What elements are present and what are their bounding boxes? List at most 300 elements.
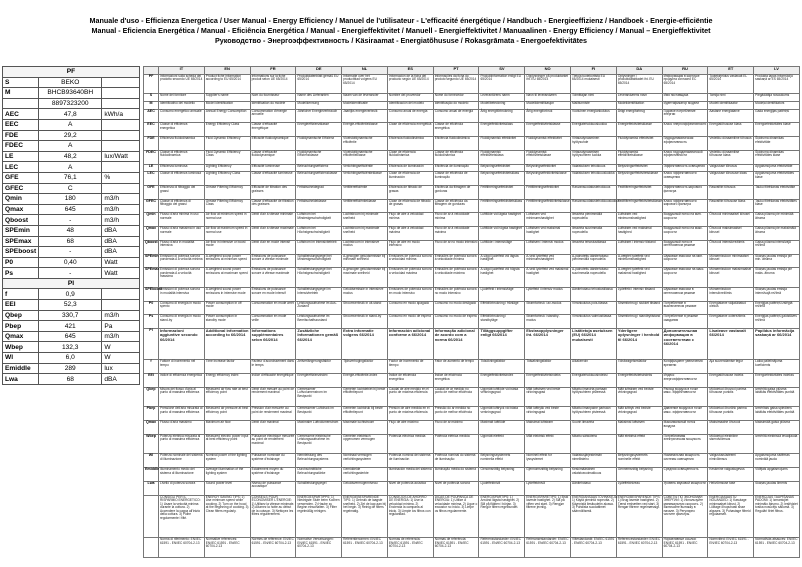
- translation-cell: Energieeffizienzindex: [296, 373, 342, 387]
- row-code: PI: [144, 329, 159, 360]
- translation-cell: Luftstrom bei Höchstgeschwindigkeit: [296, 227, 342, 241]
- translation-cell: Vloeistofdynamische efficiëntie: [342, 137, 388, 151]
- translation-cell: Efficacité de filtration des graisses: [250, 185, 296, 199]
- translation-row: [144, 74, 800, 94]
- translation-cell: Индекс энергоэффективности: [662, 373, 708, 387]
- translation-cell: Målt lufttrykk ved beste virkningsgrad: [525, 407, 571, 421]
- translation-cell: Mallitunniste: [571, 102, 617, 110]
- translation-cell: Energiatehokkuusluokka: [571, 123, 617, 137]
- param-unit: dBA: [102, 247, 140, 258]
- translation-cell: Класс эффективности освещения: [662, 172, 708, 186]
- translation-cell: Tidsøkningsfaktor: [525, 360, 571, 374]
- value-row: [3, 204, 140, 215]
- translation-cell: Maksimaalne õhuvool: [708, 421, 754, 435]
- translation-cell: Šķidruma dinamikas efektivitātes klase: [754, 150, 800, 164]
- translation-cell: Skaņas jaudas līmenis: [754, 481, 800, 495]
- translation-cell: Nominaal vermogen verlichtingssysteem: [342, 454, 388, 468]
- translation-cell: Fettfiltreringseffektivitet: [525, 185, 571, 199]
- translation-cell: Modeļa identifikators: [754, 102, 800, 110]
- translation-cell: Modellbeteckning: [479, 102, 525, 110]
- translation-cell: Belysningseffektivitetsklasse: [525, 172, 571, 186]
- translation-cell: Eficiencia fluidodinámica: [387, 137, 433, 151]
- translation-cell: Stroomverbruik in stand-by: [342, 315, 388, 329]
- translation-cell: Émissions de puissance sonore à vitesse minimale: [250, 254, 296, 268]
- param-unit: [102, 77, 140, 88]
- translation-row: [144, 387, 800, 407]
- translation-cell: Номинальная мощность системы освещения: [662, 454, 708, 468]
- row-code: P0: [144, 301, 159, 315]
- translation-cell: Iluminação média do sistema: [433, 468, 479, 482]
- translation-cell: Informations sur la fiche produit selon UE 65/2014: [250, 74, 296, 94]
- translation-row: [144, 454, 800, 468]
- param-code: FDEC: [3, 141, 39, 152]
- value-row: [3, 88, 140, 99]
- value-row: [3, 109, 140, 120]
- row-code: Wl: [144, 454, 159, 468]
- translation-cell: Efficienza di filtraggio dei grassi: [159, 185, 205, 199]
- translation-cell: Livello di potenza sonora: [159, 481, 205, 495]
- translation-row: [144, 421, 800, 435]
- translation-cell: Õhuvool intensiivrežiimis: [708, 240, 754, 254]
- translation-cell: Strømforbruk i av-modus: [525, 301, 571, 315]
- translation-cell: Fluiddynamische Effizienz: [296, 137, 342, 151]
- param-value: 29,2: [39, 130, 102, 141]
- language-column-header: FR: [250, 67, 296, 75]
- translation-cell: Fattore di incremento nel tempo: [159, 360, 205, 374]
- param-unit: m3/h: [102, 331, 140, 342]
- translation-cell: Lydeffektniveau: [616, 481, 662, 495]
- translation-cell: Maximalt luftflöde: [479, 421, 525, 435]
- translation-cell: A-weighted sound power emissions at minimum speed: [204, 254, 250, 268]
- translation-cell: Belysningssystemets nominelle effekt: [616, 454, 662, 468]
- param-unit: m3/h: [102, 194, 140, 205]
- translation-cell: Maksimal luftstrøm: [616, 421, 662, 435]
- param-code: [3, 98, 39, 109]
- translation-cell: Målt lufttryk ved bedste virkningsgrad: [616, 407, 662, 421]
- translation-cell: Durchschnittliche Beleuchtungsstärke: [296, 468, 342, 482]
- translation-cell: Émissions de puissance sonore à vitesse maximale: [250, 268, 296, 288]
- param-unit: [102, 162, 140, 173]
- translation-cell: Emisiones de potencia sonora a velocidad máxima: [387, 268, 433, 288]
- translation-cell: Eficiência fluidodinâmica: [433, 137, 479, 151]
- translation-cell: Classe di efficienza fluidodinamica: [159, 150, 205, 164]
- translation-cell: Classe de eficiência de iluminação: [433, 172, 479, 186]
- translation-cell: Classe di efficienza energetica: [159, 123, 205, 137]
- translation-cell: Laika palielinājuma koeficients: [754, 360, 800, 374]
- translation-cell: Average illumination of the lighting system: [204, 468, 250, 482]
- param-value: 48,2: [39, 151, 102, 162]
- translation-cell: Izmērītais gaisa spiediens labākās efektivitātes punktā: [754, 407, 800, 421]
- language-column-header: ES: [387, 67, 433, 75]
- translation-cell: Потребление в режиме ожидания: [662, 315, 708, 329]
- translation-cell: Lydeffektnivå: [525, 481, 571, 495]
- translation-cell: Classe di efficienza di filtraggio dei grassi: [159, 199, 205, 213]
- row-code: M: [144, 102, 159, 110]
- translation-cell: Consumo di energia in modo spento: [159, 301, 205, 315]
- translation-cell: Belysningseffektivitet: [616, 164, 662, 172]
- translation-cell: ENERGIANSÄÄSTÖVINKKEJÄ: 1) Käytä pienintä nopeutta. 2) Käynnistä liesituuletin alussa. 3) Puhdista suodattimet säännöllisesti.: [571, 495, 617, 538]
- translation-cell: Apgaismojuma efektivitāte: [754, 164, 800, 172]
- translation-cell: Belysningseffektivitet: [479, 164, 525, 172]
- translation-cell: Normas de referencia: EN/IEC 61591 - EN/IEC 60704-2-13: [387, 538, 433, 558]
- translation-cell: Emissões de potência sonora à velocidade mínima: [433, 254, 479, 268]
- translations-table: [143, 66, 800, 558]
- param-unit: [102, 119, 140, 130]
- translation-cell: Ljudeffektnivå: [479, 481, 525, 495]
- param-unit: [102, 88, 140, 99]
- translation-cell: Потребляемая электрическая мощность: [662, 434, 708, 454]
- translation-cell: Classe de eficiência energética: [433, 123, 479, 137]
- translation-cell: Шумовые эмиссии в интенсивном режиме: [662, 287, 708, 301]
- translation-cell: Power consumption in standby mode: [204, 315, 250, 329]
- translation-cell: Papildus informācija saskaņā ar 66/2014: [754, 329, 800, 360]
- translation-row: [144, 360, 800, 374]
- language-column-header: EN: [204, 67, 250, 75]
- param-unit: lux/Watt: [102, 151, 140, 162]
- translation-cell: Energiatehokkuusindeksi: [571, 373, 617, 387]
- translation-cell: Niveau de puissance acoustique: [250, 481, 296, 495]
- translation-cell: Gaisa plūsma intensīvajā režīmā: [754, 240, 800, 254]
- translation-cell: Leistungsaufnahme im Aus-Zustand: [296, 301, 342, 315]
- translation-cell: Emisiones de potencia sonora en modo intensivo: [387, 287, 433, 301]
- translation-cell: Débit d'air à vitesse maximale: [250, 227, 296, 241]
- row-code: EEC: [144, 123, 159, 137]
- translation-cell: Energy Efficiency Class: [204, 123, 250, 137]
- row-code: [144, 495, 159, 538]
- translation-cell: A-veid lydeffekt ved maksimal hastighet: [525, 268, 571, 288]
- translation-cell: Ilmavirta pienimmällä nopeudella: [571, 213, 617, 227]
- value-row: [3, 225, 140, 236]
- translation-cell: Consommation d'énergie annuelle: [250, 109, 296, 123]
- translation-cell: Schallleistungspegel bei Höchstgeschwindigkeit: [296, 268, 342, 288]
- param-unit: [102, 98, 140, 109]
- translation-cell: Puissance électrique mesurée au point de rendement maximal: [250, 434, 296, 454]
- translation-cell: Rasvansuodatustehokkuus: [571, 185, 617, 199]
- translation-cell: Classe de eficiência da filtragem de gorduras: [433, 199, 479, 213]
- translation-cell: Facteur d'accroissement dans le temps: [250, 360, 296, 374]
- row-code: AEC: [144, 109, 159, 123]
- translation-row: [144, 94, 800, 102]
- translation-cell: Gemessener Luftdruck im Bestpunkt: [296, 407, 342, 421]
- value-row: [3, 363, 140, 374]
- value-row: [3, 353, 140, 364]
- param-value: 68: [39, 236, 102, 247]
- value-row: [3, 310, 140, 321]
- translation-cell: Effektförbrukning i frånläge: [479, 301, 525, 315]
- translation-cell: Consumo energetico annuale: [159, 109, 205, 123]
- translation-cell: Maximale luchtstroom: [342, 421, 388, 435]
- row-code: f: [144, 360, 159, 374]
- translation-cell: Strømforbruk i standby-modus: [525, 315, 571, 329]
- translation-cell: Õhuvool minimaalsel kiirusel: [708, 213, 754, 227]
- row-code: SPEmax: [144, 268, 159, 288]
- translation-cell: Fettfiltreringseffektivitet: [479, 185, 525, 199]
- translation-cell: Luftstrøm ved maksimal hastighed: [616, 227, 662, 241]
- translation-cell: Maksimal luftstrøm: [525, 421, 571, 435]
- translation-cell: Efficacité fluidodynamique: [250, 137, 296, 151]
- translation-cell: Identificação do modelo: [433, 102, 479, 110]
- value-row: [3, 215, 140, 226]
- translation-cell: Fettabscheideklasse: [296, 199, 342, 213]
- param-code: AEC: [3, 109, 39, 120]
- translation-cell: Classe d'efficacité lumineuse: [250, 172, 296, 186]
- translation-cell: Oplysninger i produktdatabladet iht. EU 65/2014: [616, 74, 662, 94]
- row-code: Qmax: [144, 227, 159, 241]
- param-code: EEC: [3, 119, 39, 130]
- translation-cell: Nominell effekt for lyssystemet: [525, 454, 571, 468]
- translation-cell: Ilmavirta tehostustilassa: [571, 240, 617, 254]
- translation-cell: Referansestandarder: EN/IEC 61591 - EN/IEC 60704-2-13: [525, 538, 571, 558]
- value-row: [3, 183, 140, 194]
- translation-row: [144, 268, 800, 288]
- language-column-header: IT: [159, 67, 205, 75]
- translation-cell: Consumo anual de energia: [433, 109, 479, 123]
- translation-cell: Nome do fornecedor: [433, 94, 479, 102]
- translation-cell: Consumo en modo apagado: [387, 301, 433, 315]
- translation-cell: Piegādātāja nosaukums: [754, 94, 800, 102]
- param-code: S: [3, 77, 39, 88]
- translation-cell: Virrankulutus valmiustilassa: [571, 315, 617, 329]
- translation-cell: Aja suurendamise tegur: [708, 360, 754, 374]
- translation-cell: Årlig energiförbrukning: [479, 109, 525, 123]
- translation-cell: Presión de aire medida en el punto de máxima eficiencia: [387, 407, 433, 421]
- param-value: 52,3: [39, 300, 102, 311]
- translation-cell: Mitattu ilmavirta parhaan hyötysuhteen pisteessä: [571, 387, 617, 407]
- translation-cell: Normatīvās atsauces: EN/IEC 61591 - EN/IEC 60704-2-13: [754, 538, 800, 558]
- translation-cell: Коэффициент увеличения времени: [662, 360, 708, 374]
- translation-cell: Potencia nominal del sistema de iluminación: [387, 454, 433, 468]
- translation-cell: Suurin ilmavirta: [571, 421, 617, 435]
- translation-cell: Potenza elettrica misurata al punto di massima efficienza: [159, 434, 205, 454]
- translation-cell: Äänitehotaso tehostustilassa: [571, 287, 617, 301]
- translation-cell: CONSEILS POUR ÉCONOMISER L'ÉNERGIE: 1) Utilisez la vitesse minimale. 2) Allumez la hotte au début de la cuisson. 3) Nettoyez les filtres régulièrement.: [250, 495, 296, 538]
- translation-cell: Воздушный поток в интенсивном режиме: [662, 240, 708, 254]
- translation-cell: Identificación del modelo: [387, 102, 433, 110]
- translation-cell: Grease Filtering Efficiency: [204, 185, 250, 199]
- translation-cell: A-weighted sound power emissions in intensive mode: [204, 287, 250, 301]
- translation-cell: Helivõimsuse tase: [708, 481, 754, 495]
- param-code: Qboost: [3, 215, 39, 226]
- translation-cell: Energy efficiency index: [204, 373, 250, 387]
- row-code: FDEC: [144, 150, 159, 164]
- value-row: [3, 247, 140, 258]
- translation-cell: Consommation en mode veille: [250, 315, 296, 329]
- param-value: BHCB93640BH: [39, 88, 102, 99]
- translation-cell: Målt luftstrøm ved bedste virkningsgrad: [616, 387, 662, 407]
- translation-cell: Product fiche information according to EU 65/2014: [204, 74, 250, 94]
- translation-cell: CONSIGLI PER IL RISPARMIO ENERGETICO: 1) Usare la velocità minima durante la cottura. 2) Accendere la cappa all'inizio della cottura. 3) Pulire regolarmente i filtri.: [159, 495, 205, 538]
- translation-row: [144, 109, 800, 123]
- value-row: [3, 119, 140, 130]
- translation-cell: Fedtfiltreringseffektivitetsklasse: [616, 199, 662, 213]
- translation-cell: Luftstrøm i intensiv tilstand: [616, 240, 662, 254]
- translation-cell: A-painotettu äänitehotaso suurimmalla nopeudella: [571, 268, 617, 288]
- language-column-header: PT: [433, 67, 479, 75]
- translation-cell: Referensstandarder: EN/IEC 61591 - EN/IEC 60704-2-13: [479, 538, 525, 558]
- translation-cell: Fluxo de ar à velocidade mínima: [433, 213, 479, 227]
- row-code: LEC: [144, 172, 159, 186]
- translation-cell: Geluidsemissie in intensieve modus: [342, 287, 388, 301]
- param-value: -: [39, 215, 102, 226]
- translation-cell: Consommation en mode arrêt: [250, 301, 296, 315]
- translation-cell: Uppmätt luftflöde vid bästa verkningsgrad: [479, 387, 525, 407]
- param-unit: m3/h: [102, 310, 140, 321]
- translation-cell: Gada enerģijas patēriņš: [754, 109, 800, 123]
- translation-cell: Luftstrom im Intensivbetrieb: [296, 240, 342, 254]
- translation-cell: Débit d'air mesuré au point de rendement maximal: [250, 387, 296, 407]
- value-row: [3, 289, 140, 300]
- translation-cell: Давление воздуха в точке макс. эффективности: [662, 407, 708, 421]
- param-unit: lux: [102, 363, 140, 374]
- param-code: Qmin: [3, 194, 39, 205]
- row-code: LE: [144, 164, 159, 172]
- translation-row: [144, 287, 800, 301]
- translation-cell: Emissões de potência sonora no modo intensivo: [433, 287, 479, 301]
- translation-cell: Skaņas jaudas emisija pie min. ātruma: [754, 254, 800, 268]
- translation-cell: Viitestandardit: EN/IEC 61591 - EN/IEC 60704-2-13: [571, 538, 617, 558]
- language-column-header: RU: [662, 67, 708, 75]
- param-code: SPEboost: [3, 247, 39, 258]
- translation-cell: Débit d'air en mode intensif: [250, 240, 296, 254]
- translation-cell: Maximaler Luftvolumenstrom: [296, 421, 342, 435]
- language-column-header: SV: [479, 67, 525, 75]
- translation-cell: Energieffektivitetsklasse: [616, 123, 662, 137]
- param-value: 47,8: [39, 109, 102, 120]
- translation-cell: Годовое потребление энергии: [662, 109, 708, 123]
- translation-cell: Belysningssystemets nominella effekt: [479, 454, 525, 468]
- translation-cell: Potenza nominale del sistema di illuminazione: [159, 454, 205, 468]
- translation-cell: Zusätzliche Informationen gemäß 66/2014: [296, 329, 342, 360]
- row-code: SPEboost: [144, 287, 159, 301]
- translation-cell: Annual Energy Consumption: [204, 109, 250, 123]
- translation-cell: Measured air flow rate at best efficiency point: [204, 387, 250, 407]
- param-code: EEI: [3, 300, 39, 311]
- translation-cell: Jährlicher Energieverbrauch: [296, 109, 342, 123]
- translation-cell: Emissões de potência sonora à velocidade máxima: [433, 268, 479, 288]
- translation-cell: Воздушный поток на мин. скорости: [662, 213, 708, 227]
- translation-cell: Modelidentificatie: [342, 102, 388, 110]
- param-value: 289: [39, 363, 102, 374]
- translation-cell: Årligt energiforbrug: [616, 109, 662, 123]
- translation-cell: A-weighted sound power emissions at maximum speed: [204, 268, 250, 288]
- translation-cell: Luftflöde vid lägsta hastighet: [479, 213, 525, 227]
- translation-cell: Maksimālā gaisa plūsma: [754, 421, 800, 435]
- translation-cell: Extra informatie volgens 66/2014: [342, 329, 388, 360]
- translation-cell: Débit d'air à vitesse minimale: [250, 213, 296, 227]
- translation-cell: Эффективность освещения: [662, 164, 708, 172]
- translation-row: [144, 481, 800, 495]
- translation-cell: Ilmavirta suurimmalla nopeudella: [571, 227, 617, 241]
- translation-cell: Informations supplémentaires selon 66/2014: [250, 329, 296, 360]
- translation-cell: Eficiencia de filtrado de grasas: [387, 185, 433, 199]
- param-unit: [102, 289, 140, 300]
- translation-cell: Genomsnittlig belysning: [479, 468, 525, 482]
- param-code: LE: [3, 151, 39, 162]
- row-code: S: [144, 94, 159, 102]
- translation-cell: Fluxo de ar à velocidade máxima: [433, 227, 479, 241]
- translation-cell: Nombre del proveedor: [387, 94, 433, 102]
- translation-cell: Energie-efficiëntieklasse: [342, 123, 388, 137]
- translation-cell: Класс гидродинамической эффективности: [662, 150, 708, 164]
- translation-cell: Nennleistung des Beleuchtungssystems: [296, 454, 342, 468]
- translation-cell: Mitattu ilmanpaine parhaan hyötysuhteen pisteessä: [571, 407, 617, 421]
- param-value: A: [39, 119, 102, 130]
- translation-cell: Strømforbrug i standbytilstand: [616, 315, 662, 329]
- translation-cell: DICAS DE POUPANÇA DE ENERGIA: 1) Utilize a velocidade mínima. 2) Ligue o exaustor no início. 3) Limpe os filtros regularmente.: [433, 495, 479, 538]
- translation-cell: ENERGY SAVING TIPS: 1) Use minimum speed while cooking. 2) Turn on the hood at the beginning of cooking. 3) Clean filters regularly.: [204, 495, 250, 538]
- translation-cell: Grease Filtering Efficiency Class: [204, 199, 250, 213]
- param-code: Emiddle: [3, 363, 39, 374]
- translation-cell: Tietoja tuotekortista EU 65/2014 mukaisesti: [571, 74, 617, 94]
- translation-cell: Tauku filtrēšanas efektivitāte: [754, 185, 800, 199]
- param-unit: kWh/a: [102, 109, 140, 120]
- translation-cell: Referentienormen: EN/IEC 61591 - EN/IEC 60704-2-13: [342, 538, 388, 558]
- translation-cell: Zeitverlängerungsfaktor: [296, 360, 342, 374]
- translation-cell: Uppmätt eleffekt: [479, 434, 525, 454]
- translation-cell: Referencestandarder: EN/IEC 61591 - EN/IEC 60704-2-13: [616, 538, 662, 558]
- translation-cell: Eficiência de iluminação: [433, 164, 479, 172]
- translation-cell: Apgaismojuma efektivitātes klase: [754, 172, 800, 186]
- translation-row: [144, 301, 800, 315]
- translation-cell: Lydeffekt i intensiv tilstand: [616, 287, 662, 301]
- row-code: Qboost: [144, 240, 159, 254]
- language-column-header: ET: [708, 67, 754, 75]
- param-code: f: [3, 289, 39, 300]
- param-unit: Watt: [102, 268, 140, 279]
- param-value: 6,0: [39, 353, 102, 364]
- translation-cell: Belysningseffektivitetsklass: [479, 172, 525, 186]
- translation-cell: Mõõdetud õhuvool parima tõhususe punktis: [708, 387, 754, 407]
- translation-cell: A-vægtet lydeffekt ved maksimal hastighed: [616, 268, 662, 288]
- param-unit: [102, 183, 140, 194]
- row-code: Lwa: [144, 481, 159, 495]
- translation-cell: Valaistusjärjestelmän nimellisteho: [571, 454, 617, 468]
- language-column-header: DA: [616, 67, 662, 75]
- translation-cell: Gemeten luchtdebiet bij beste efficiëntiepunt: [342, 387, 388, 407]
- translation-cell: Flujo de aire a velocidad máxima: [387, 227, 433, 241]
- translation-cell: Caudal de ar medido no ponto de melhor eficiência: [433, 387, 479, 407]
- translation-cell: Эффективность жирового фильтра: [662, 185, 708, 199]
- param-value: 68: [39, 374, 102, 385]
- translation-cell: Model identification: [204, 102, 250, 110]
- param-value: 132,3: [39, 342, 102, 353]
- translation-cell: Energie-efficiëntie-index: [342, 373, 388, 387]
- translation-cell: A-painotettu äänitehotaso pienimmällä nopeudella: [571, 254, 617, 268]
- row-code: Wbep: [144, 434, 159, 454]
- translation-cell: ENERGISPARTIPS: 1) Använd lägsta hastighet. 2) Slå på fläkten i början. 3) Rengör filtren regelbundet.: [479, 495, 525, 538]
- translation-cell: Tootekirjeldus vastavalt EL 65/2014: [708, 74, 754, 94]
- translation-cell: Fluiddynamisk effektivitet: [525, 137, 571, 151]
- language-header-row: [144, 67, 800, 75]
- param-unit: %: [102, 172, 140, 183]
- row-code: Emiddle: [144, 468, 159, 482]
- translation-cell: Norma di riferimento: EN/IEC 61591 - EN/IEC 60704-2-13: [159, 538, 205, 558]
- translation-cell: Valgustuse tõhusus: [708, 164, 754, 172]
- translation-cell: Classe de eficiência fluidodinâmica: [433, 150, 479, 164]
- translation-cell: Normes de référence: EN/IEC 61591 - EN/IEC 60704-2-13: [250, 538, 296, 558]
- language-column-header: NL: [342, 67, 388, 75]
- translation-cell: Valgustussüsteemi nimivõimsus: [708, 454, 754, 468]
- translation-cell: Pression d'air mesurée au point de rendement maximal: [250, 407, 296, 421]
- translation-cell: Lisateave vastavalt 66/2014: [708, 329, 754, 360]
- translation-cell: СОВЕТЫ ПО ЭКОНОМИИ ЭНЕРГИИ: 1) Используйте минимальную скорость. 2) Включайте вытяжку в начале. 3) Регулярно чистите фильтры.: [662, 495, 708, 538]
- translation-cell: Measured air pressure at best efficiency point: [204, 407, 250, 421]
- translation-cell: Fluiddynamisk effektivitet: [479, 137, 525, 151]
- row-code: Pbep: [144, 407, 159, 421]
- translation-cell: Gemessene elektrische Leistungsaufnahme im Bestpunkt: [296, 434, 342, 454]
- translation-cell: Luftflöde i intensivläge: [479, 240, 525, 254]
- translation-cell: Fedtfiltreringseffektivitet: [616, 185, 662, 199]
